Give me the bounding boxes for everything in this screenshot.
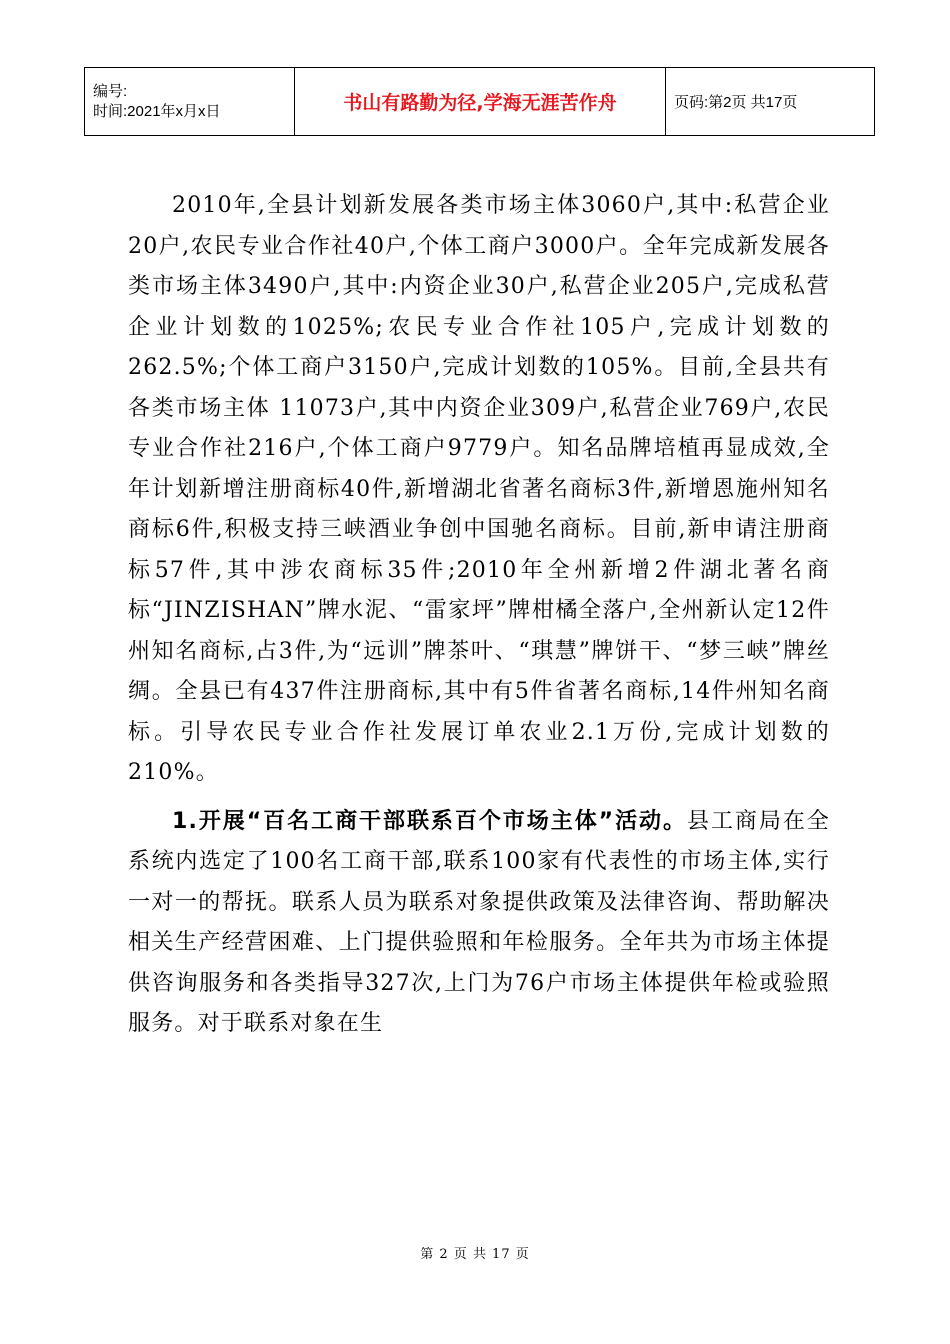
document-number-label: 编号:: [93, 82, 128, 100]
document-header: [84, 67, 875, 136]
page-footer: 第 2 页 共 17 页: [420, 1247, 530, 1262]
header-meta-cell: [85, 68, 295, 136]
header-motto: 书山有路勤为径,学海无涯苦作舟: [295, 68, 666, 136]
paragraph-market-statistics: 2010年,全县计划新发展各类市场主体3060户,其中:私营企业20户,农民专业合作社40户,个体工商户3000户。全年完成新发展各类市场主体3490户,其中:内资企业30户,私营企业205户,完成私营企业计划数的1025%;农民专业合作社105户,完成计划数的262.5%;个体工商户3150户,完成计划数的105%。目前,全县共有各类市场主体 11073户,其中内资企业309户,私营企业769户,农民专业合作社216户,个体工商户9779户。知名品牌培植再显成效,全年计划新增注册商标40件,新增湖北省著名商标3件,新增恩施州知名商标6件,积极支持三峡酒业争创中国驰名商标。目前,新申请注册商标57件,其中涉农商标35件;2010年全州新增2件湖北著名商标“JINZISHAN”牌水泥、“雷家坪”牌柑橘全落户,全州新认定12件州知名商标,占3件,为“远训”牌茶叶、“琪慧”牌饼干、“梦三峡”牌丝绸。全县已有437件注册商标,其中有5件省著名商标,14件州知名商标。引导农民专业合作社发展订单农业2.1万份,完成计划数的210%。: [128, 193, 830, 785]
paragraph-body-text: 县工商局在全系统内选定了100名工商干部,联系100家有代表性的市场主体,实行一对一的帮抚。联系人员为联系对象提供政策及法律咨询、帮助解决相关生产经营困难、上门提供验照和年检服务。全年共为市场主体提供咨询服务和各类指导327次,上门为76户市场主体提供年检或验照服务。对于联系对象在生: [128, 808, 831, 1036]
document-body: [128, 186, 830, 1045]
document-time-label: 时间:2021年x月x日: [93, 102, 221, 120]
paragraph-lead-heading: 1.开展“百名工商干部联系百个市场主体”活动。: [172, 808, 687, 834]
header-page-label: 页码:第2页 共17页: [666, 68, 875, 136]
paragraph-liaison-activity: [128, 802, 830, 1045]
